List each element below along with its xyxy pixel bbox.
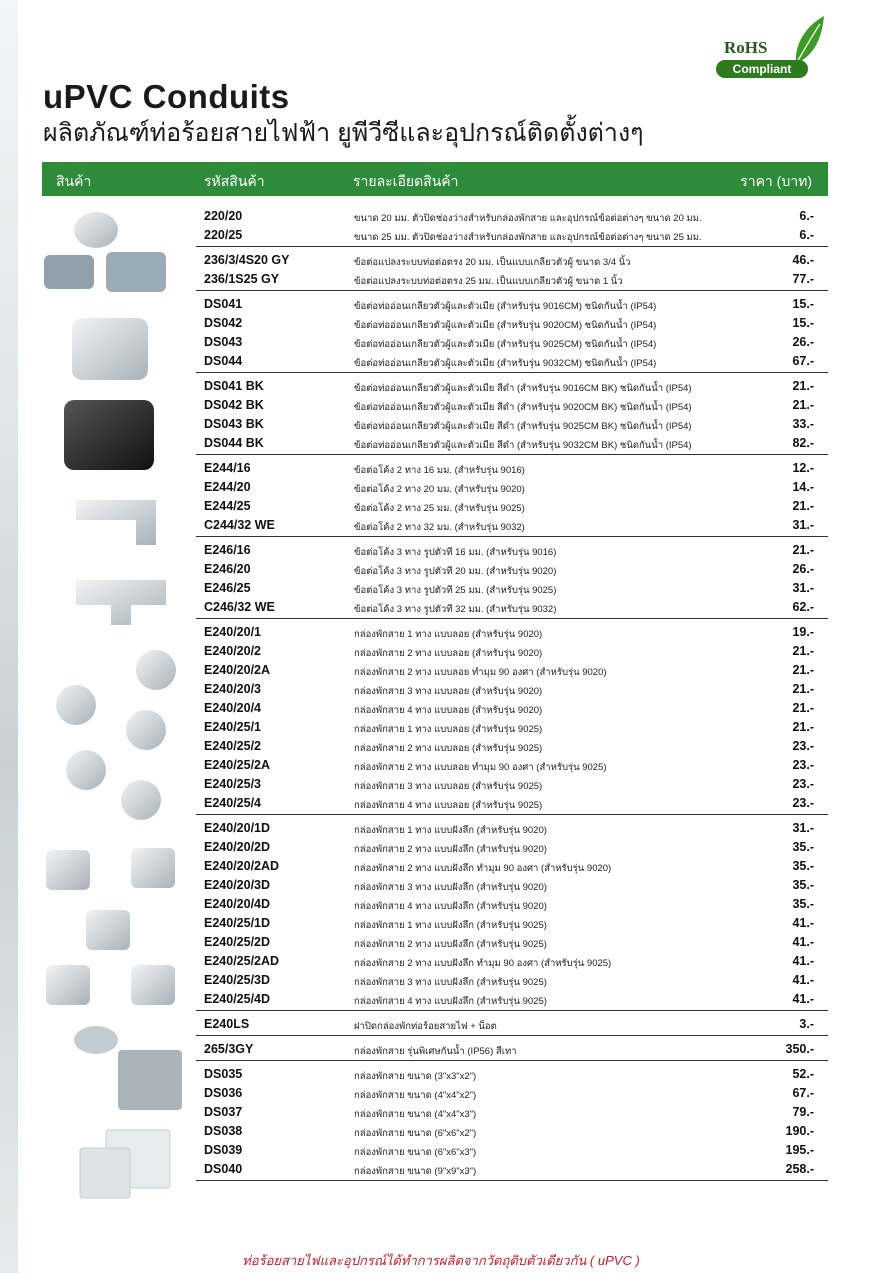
table-row [196, 738, 828, 757]
product-price: 46.- [792, 253, 814, 267]
product-code: 265/3GY [204, 1042, 254, 1056]
product-price: 35.- [792, 859, 814, 873]
product-price: 21.- [792, 398, 814, 412]
table-row [196, 271, 828, 290]
product-code: C246/32 WE [204, 600, 275, 614]
product-description: ขนาด 25 มม. ตัวปิดช่องว่างสำหรับกล่องพักสาย และอุปกรณ์ข้อต่อต่างๆ ขนาด 25 มม. [354, 232, 702, 243]
table-row [196, 378, 828, 397]
product-code: DS041 BK [204, 379, 264, 393]
table-row [196, 208, 828, 227]
box-lid-image [74, 1026, 118, 1054]
header-price: ราคา (บาท) [740, 173, 812, 189]
page-title: uPVC Conduits [43, 78, 290, 115]
product-price: 6.- [799, 209, 814, 223]
product-description: กล่องพักสาย 4 ทาง แบบลอย (สำหรับรุ่น 9025) [354, 800, 543, 811]
product-code: E240/25/1D [204, 916, 271, 930]
product-code: DS038 [204, 1124, 243, 1138]
table-row [196, 953, 828, 972]
product-price: 23.- [792, 777, 814, 791]
product-price: 77.- [792, 272, 814, 286]
table-row [196, 542, 828, 561]
product-code: E244/16 [204, 461, 251, 475]
product-price: 15.- [792, 316, 814, 330]
product-price: 31.- [792, 518, 814, 532]
table-row [196, 334, 828, 353]
table-row [196, 624, 828, 643]
product-price: 21.- [792, 663, 814, 677]
product-description: กล่องพักสาย รุ่นพิเศษกันน้ำ (IP56) สีเทา [354, 1046, 517, 1057]
product-group [196, 820, 828, 1011]
product-description: กล่องพักสาย 2 ทาง แบบฝังลึก ทำมุม 90 องศา (สำหรับรุ่น 9025) [354, 958, 612, 969]
product-group [196, 460, 828, 537]
adaptor-image [44, 252, 166, 292]
table-row [196, 915, 828, 934]
table-row [196, 877, 828, 896]
product-group [196, 1066, 828, 1181]
product-description: กล่องพักสาย 1 ทาง แบบลอย (สำหรับรุ่น 9025) [354, 724, 543, 735]
table-row [196, 1161, 828, 1180]
product-price: 21.- [792, 701, 814, 715]
product-code: E240/25/4 [204, 796, 261, 810]
product-description: กล่องพักสาย 1 ทาง แบบฝังลึก (สำหรับรุ่น 9020) [354, 825, 547, 836]
product-price: 21.- [792, 499, 814, 513]
product-code: E246/20 [204, 562, 251, 576]
product-price: 21.- [792, 379, 814, 393]
product-code: E240/25/3 [204, 777, 261, 791]
product-price: 35.- [792, 840, 814, 854]
junction-box-surface-image [56, 650, 176, 820]
table-row [196, 435, 828, 454]
product-description: กล่องพักสาย ขนาด (6"x6"x2") [354, 1128, 477, 1139]
product-code: E240/20/4 [204, 701, 261, 715]
table-row [196, 479, 828, 498]
product-price: 82.- [792, 436, 814, 450]
table-row [196, 820, 828, 839]
product-group [196, 1016, 828, 1036]
product-description: กล่องพักสาย 1 ทาง แบบลอย (สำหรับรุ่น 9020) [354, 629, 543, 640]
product-price: 23.- [792, 739, 814, 753]
product-description: ฝาปิดกล่องพักท่อร้อยสายไฟ + น็อต [354, 1021, 497, 1032]
table-row [196, 561, 828, 580]
product-description: กล่องพักสาย ขนาด (3"x3"x2") [354, 1071, 477, 1082]
product-group [196, 542, 828, 619]
product-price: 41.- [792, 973, 814, 987]
product-price: 67.- [792, 354, 814, 368]
table-row [196, 1104, 828, 1123]
header-code: รหัสสินค้า [204, 173, 265, 189]
table-row [196, 416, 828, 435]
table-row [196, 858, 828, 877]
product-description: กล่องพักสาย 4 ทาง แบบลอย (สำหรับรุ่น 9020) [354, 705, 543, 716]
product-price: 79.- [792, 1105, 814, 1119]
product-code: DS039 [204, 1143, 243, 1157]
product-description: กล่องพักสาย ขนาด (6"x6"x3") [354, 1147, 477, 1158]
product-description: กล่องพักสาย 3 ทาง แบบลอย (สำหรับรุ่น 9020) [354, 686, 543, 697]
product-images [36, 200, 196, 1210]
product-description: กล่องพักสาย ขนาด (9"x9"x3") [354, 1166, 477, 1177]
table-row [196, 991, 828, 1010]
table-row [196, 795, 828, 814]
product-code: DS041 [204, 297, 243, 311]
product-group [196, 252, 828, 291]
product-code: E240/20/2 [204, 644, 261, 658]
product-description: กล่องพักสาย 2 ทาง แบบลอย ทำมุม 90 องศา (สำหรับรุ่น 9020) [354, 667, 607, 678]
product-price: 21.- [792, 720, 814, 734]
product-description: ข้อต่อท่ออ่อนเกลียวตัวผู้และตัวเมีย สีดำ (สำหรับรุ่น 9032CM BK) ชนิดกันน้ำ (IP54) [354, 440, 692, 451]
product-code: E240LS [204, 1017, 250, 1031]
table-row [196, 700, 828, 719]
table-row [196, 1066, 828, 1085]
product-description: ข้อต่อโค้ง 3 ทาง รูปตัวที 16 มม. (สำหรับรุ่น 9016) [354, 547, 557, 558]
product-description: ข้อต่อโค้ง 2 ทาง 32 มม. (สำหรับรุ่น 9032) [354, 522, 525, 533]
product-description: กล่องพักสาย 2 ทาง แบบลอย (สำหรับรุ่น 9020) [354, 648, 543, 659]
product-price: 14.- [792, 480, 814, 494]
product-code: E240/20/1D [204, 821, 271, 835]
product-code: E244/20 [204, 480, 251, 494]
header-product: สินค้า [56, 173, 92, 189]
product-price: 21.- [792, 682, 814, 696]
product-code: DS035 [204, 1067, 243, 1081]
table-row [196, 353, 828, 372]
product-description: กล่องพักสาย 2 ทาง แบบลอย ทำมุม 90 องศา (สำหรับรุ่น 9025) [354, 762, 607, 773]
table-row [196, 397, 828, 416]
product-price: 31.- [792, 821, 814, 835]
rohs-badge [716, 14, 828, 78]
product-code: DS044 [204, 354, 243, 368]
product-code: DS042 [204, 316, 243, 330]
product-description: ข้อต่อโค้ง 2 ทาง 20 มม. (สำหรับรุ่น 9020) [354, 484, 525, 495]
product-description: ข้อต่อท่ออ่อนเกลียวตัวผู้และตัวเมีย (สำหรับรุ่น 9032CM) ชนิดกันน้ำ (IP54) [354, 358, 657, 369]
table-row [196, 315, 828, 334]
product-price: 62.- [792, 600, 814, 614]
product-description: ข้อต่อแปลงระบบท่อต่อตรง 25 มม. เป็นแบบเกลียวตัวผู้ ขนาด 1 นิ้ว [354, 276, 623, 287]
footer-note: ท่อร้อยสายไฟและอุปกรณ์ได้ทำการผลิตจากวัตถุดิบตัวเดียวกัน ( uPVC ) [242, 1253, 640, 1268]
product-code: E240/20/2D [204, 840, 271, 854]
product-code: C244/32 WE [204, 518, 275, 532]
product-group [196, 624, 828, 815]
end-cap-image [74, 212, 118, 248]
product-description: กล่องพักสาย 3 ทาง แบบฝังลึก (สำหรับรุ่น 9020) [354, 882, 547, 893]
product-code: E240/20/3D [204, 878, 271, 892]
table-row [196, 460, 828, 479]
table-row [196, 296, 828, 315]
product-price: 195.- [785, 1143, 814, 1157]
table-row [196, 252, 828, 271]
table-row [196, 839, 828, 858]
product-description: ข้อต่อโค้ง 2 ทาง 25 มม. (สำหรับรุ่น 9025) [354, 503, 525, 514]
tee-3way-image [76, 580, 166, 625]
product-description: กล่องพักสาย ขนาด (4"x4"x3") [354, 1109, 477, 1120]
table-row [196, 498, 828, 517]
product-price: 258.- [785, 1162, 814, 1176]
product-code: DS043 BK [204, 417, 264, 431]
product-code: E240/25/2AD [204, 954, 280, 968]
flexible-connector-image [72, 318, 148, 380]
square-box-image [80, 1130, 170, 1198]
product-code: E240/25/2A [204, 758, 271, 772]
product-code: DS036 [204, 1086, 243, 1100]
product-code: E240/25/3D [204, 973, 271, 987]
product-code: E246/16 [204, 543, 251, 557]
product-price: 35.- [792, 878, 814, 892]
rohs-label: RoHS [724, 38, 768, 57]
product-price: 23.- [792, 796, 814, 810]
table-row [196, 1041, 828, 1060]
table-row [196, 972, 828, 991]
product-group [196, 296, 828, 373]
product-description: ข้อต่อแปลงระบบท่อต่อตรง 20 มม. เป็นแบบเกลียวตัวผู้ ขนาด 3/4 นิ้ว [354, 257, 631, 268]
product-group [196, 1041, 828, 1061]
table-row [196, 643, 828, 662]
product-description: กล่องพักสาย 1 ทาง แบบฝังลึก (สำหรับรุ่น 9025) [354, 920, 547, 931]
product-code: E240/20/2AD [204, 859, 280, 873]
product-group [196, 208, 828, 247]
product-description: ข้อต่อท่ออ่อนเกลียวตัวผู้และตัวเมีย (สำหรับรุ่น 9025CM) ชนิดกันน้ำ (IP54) [354, 339, 657, 350]
table-row [196, 719, 828, 738]
product-code: E240/20/3 [204, 682, 261, 696]
product-description: ข้อต่อโค้ง 3 ทาง รูปตัวที 25 มม. (สำหรับรุ่น 9025) [354, 585, 557, 596]
product-code: DS043 [204, 335, 243, 349]
product-price: 6.- [799, 228, 814, 242]
product-description: ข้อต่อท่ออ่อนเกลียวตัวผู้และตัวเมีย สีดำ (สำหรับรุ่น 9025CM BK) ชนิดกันน้ำ (IP54) [354, 421, 692, 432]
table-row [196, 580, 828, 599]
table-row [196, 681, 828, 700]
product-description: กล่องพักสาย 2 ทาง แบบฝังลึก (สำหรับรุ่น 9020) [354, 844, 547, 855]
product-description: กล่องพักสาย ขนาด (4"x4"x2") [354, 1090, 477, 1101]
product-price: 35.- [792, 897, 814, 911]
elbow-2way-image [76, 500, 156, 545]
product-code: DS040 [204, 1162, 243, 1176]
product-price: 41.- [792, 992, 814, 1006]
product-description: ขนาด 20 มม. ตัวปิดช่องว่างสำหรับกล่องพักสาย และอุปกรณ์ข้อต่อต่างๆ ขนาด 20 มม. [354, 213, 702, 224]
table-row [196, 934, 828, 953]
product-description: กล่องพักสาย 2 ทาง แบบฝังลึก ทำมุม 90 องศา (สำหรับรุ่น 9020) [354, 863, 612, 874]
product-price: 19.- [792, 625, 814, 639]
product-code: DS037 [204, 1105, 243, 1119]
product-price: 33.- [792, 417, 814, 431]
product-price: 21.- [792, 543, 814, 557]
product-code: E240/25/2 [204, 739, 261, 753]
page-subtitle: ผลิตภัณฑ์ท่อร้อยสายไฟฟ้า ยูพีวีซีและอุปกรณ์ติดตั้งต่างๆ [43, 119, 644, 147]
product-description: ข้อต่อโค้ง 3 ทาง รูปตัวที 32 มม. (สำหรับรุ่น 9032) [354, 604, 557, 615]
flexible-connector-black-image [64, 400, 154, 470]
table-row [196, 776, 828, 795]
product-price: 23.- [792, 758, 814, 772]
product-price: 12.- [792, 461, 814, 475]
product-price: 67.- [792, 1086, 814, 1100]
compliant-label: Compliant [716, 60, 808, 78]
product-description: กล่องพักสาย 2 ทาง แบบฝังลึก (สำหรับรุ่น 9025) [354, 939, 547, 950]
table-row [196, 517, 828, 536]
product-code: 220/20 [204, 209, 243, 223]
product-code: E240/20/4D [204, 897, 271, 911]
product-description: ข้อต่อท่ออ่อนเกลียวตัวผู้และตัวเมีย (สำหรับรุ่น 9020CM) ชนิดกันน้ำ (IP54) [354, 320, 657, 331]
product-description: กล่องพักสาย 2 ทาง แบบลอย (สำหรับรุ่น 9025) [354, 743, 543, 754]
product-table [196, 208, 828, 1186]
left-edge-strip [0, 0, 18, 1273]
product-code: 236/1S25 GY [204, 272, 280, 286]
product-code: E240/20/1 [204, 625, 261, 639]
table-row [196, 1142, 828, 1161]
product-group [196, 378, 828, 455]
product-price: 3.- [799, 1017, 814, 1031]
product-price: 26.- [792, 335, 814, 349]
product-code: DS044 BK [204, 436, 264, 450]
product-price: 190.- [785, 1124, 814, 1138]
product-price: 31.- [792, 581, 814, 595]
table-row [196, 1016, 828, 1035]
product-description: กล่องพักสาย 4 ทาง แบบฝังลึก (สำหรับรุ่น 9020) [354, 901, 547, 912]
junction-box-deep-image [46, 848, 175, 1005]
product-code: E240/25/2D [204, 935, 271, 949]
product-description: กล่องพักสาย 3 ทาง แบบฝังลึก (สำหรับรุ่น 9025) [354, 977, 547, 988]
table-row [196, 599, 828, 618]
product-code: E240/25/4D [204, 992, 271, 1006]
table-row [196, 757, 828, 776]
product-description: กล่องพักสาย 4 ทาง แบบฝังลึก (สำหรับรุ่น 9025) [354, 996, 547, 1007]
product-price: 41.- [792, 916, 814, 930]
table-row [196, 896, 828, 915]
product-code: 236/3/4S20 GY [204, 253, 290, 267]
table-row [196, 227, 828, 246]
product-price: 350.- [785, 1042, 814, 1056]
product-description: ข้อต่อท่ออ่อนเกลียวตัวผู้และตัวเมีย (สำหรับรุ่น 9016CM) ชนิดกันน้ำ (IP54) [354, 301, 657, 312]
product-price: 26.- [792, 562, 814, 576]
product-code: E246/25 [204, 581, 251, 595]
product-description: ข้อต่อโค้ง 3 ทาง รูปตัวที 20 มม. (สำหรับรุ่น 9020) [354, 566, 557, 577]
table-row [196, 1123, 828, 1142]
product-code: 220/25 [204, 228, 243, 242]
product-price: 52.- [792, 1067, 814, 1081]
product-description: ข้อต่อท่ออ่อนเกลียวตัวผู้และตัวเมีย สีดำ (สำหรับรุ่น 9016CM BK) ชนิดกันน้ำ (IP54) [354, 383, 692, 394]
waterproof-box-image [118, 1050, 182, 1110]
product-price: 21.- [792, 644, 814, 658]
product-code: E240/20/2A [204, 663, 271, 677]
product-code: E244/25 [204, 499, 251, 513]
header-detail: รายละเอียดสินค้า [353, 173, 459, 189]
product-code: DS042 BK [204, 398, 264, 412]
product-code: E240/25/1 [204, 720, 261, 734]
product-price: 41.- [792, 935, 814, 949]
product-description: กล่องพักสาย 3 ทาง แบบลอย (สำหรับรุ่น 9025) [354, 781, 543, 792]
product-description: ข้อต่อท่ออ่อนเกลียวตัวผู้และตัวเมีย สีดำ (สำหรับรุ่น 9020CM BK) ชนิดกันน้ำ (IP54) [354, 402, 692, 413]
table-row [196, 662, 828, 681]
product-price: 15.- [792, 297, 814, 311]
table-row [196, 1085, 828, 1104]
product-price: 41.- [792, 954, 814, 968]
table-header [42, 162, 828, 196]
product-description: ข้อต่อโค้ง 2 ทาง 16 มม. (สำหรับรุ่น 9016) [354, 465, 525, 476]
